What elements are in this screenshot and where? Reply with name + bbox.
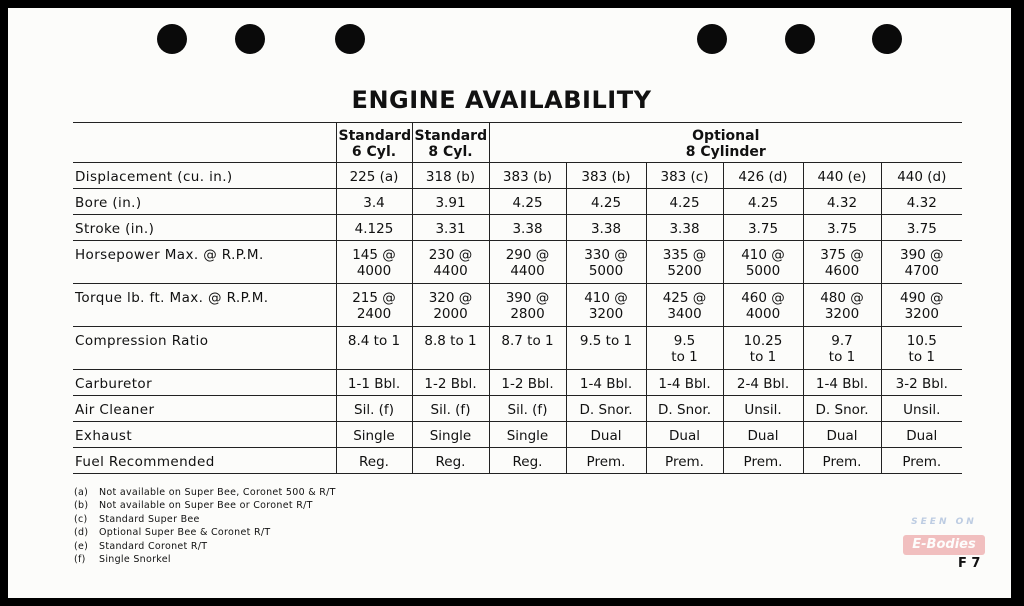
cell-line: 330 @: [584, 247, 628, 263]
table-cell: [881, 370, 962, 396]
table-cell: [646, 370, 723, 396]
binder-hole: [872, 24, 902, 54]
cell-line: 3400: [667, 306, 702, 322]
cell-line: Sil. (f): [354, 402, 394, 418]
table-cell: [881, 422, 962, 448]
row-label: Bore (in.): [73, 189, 336, 215]
page-title: ENGINE AVAILABILITY: [351, 86, 652, 114]
cell-line: 5000: [745, 263, 781, 279]
footnote: [74, 486, 336, 499]
table-cell: [489, 396, 566, 422]
footnote-key: (d): [74, 527, 89, 539]
table-cell: [723, 189, 803, 215]
cell-line: Prem.: [665, 454, 704, 470]
table-cell: [412, 448, 489, 474]
cell-line: 8.4 to 1: [347, 333, 401, 349]
cell-line: 425 @: [662, 290, 707, 306]
table-cell: [566, 448, 646, 474]
table-cell: [881, 327, 962, 370]
cell-line: Reg.: [435, 454, 466, 470]
table-cell: [881, 284, 962, 327]
binder-hole: [157, 24, 187, 54]
table-cell: [489, 241, 566, 284]
cell-line: 3.75: [747, 221, 779, 237]
cell-line: 335 @: [662, 247, 707, 263]
cell-line: 410 @: [741, 247, 785, 263]
page-code: F 7: [958, 556, 981, 571]
footnote-key: (b): [74, 500, 89, 512]
cell-line: 4.25: [590, 195, 622, 211]
engine-availability-table: [73, 122, 962, 474]
table-cell: [412, 215, 489, 241]
table-row: [73, 370, 962, 396]
cell-line: 3200: [588, 306, 624, 322]
cell-line: 3.75: [826, 221, 858, 237]
cell-line: 10.5: [906, 333, 937, 349]
cell-line: 3.91: [435, 195, 466, 211]
cell-line: 215 @: [352, 290, 396, 306]
table-cell: [803, 370, 881, 396]
table-cell: [803, 448, 881, 474]
cell-line: to 1: [908, 349, 935, 365]
cell-line: 2800: [510, 306, 545, 322]
footnote-text: Standard Coronet R/T: [99, 540, 208, 552]
cell-line: 1-4 Bbl.: [658, 376, 711, 392]
table-cell: [412, 396, 489, 422]
table-cell: [336, 241, 412, 284]
table-cell: [881, 163, 962, 189]
table-row: [73, 396, 962, 422]
table-row: [73, 189, 962, 215]
footnote: [74, 499, 336, 512]
cell-line: 3.4: [363, 195, 385, 211]
binder-hole: [785, 24, 815, 54]
table-cell: [803, 241, 881, 284]
table-cell: [566, 215, 646, 241]
footnote: [74, 553, 336, 566]
cell-line: 9.5 to 1: [579, 333, 633, 349]
row-label: Torque lb. ft. Max. @ R.P.M.: [73, 284, 336, 327]
cell-line: 3.31: [435, 221, 466, 237]
table-cell: [336, 370, 412, 396]
footnote-text: Single Snorkel: [99, 554, 171, 566]
footnote: [74, 513, 336, 526]
table-cell: [646, 422, 723, 448]
cell-line: Sil. (f): [507, 402, 548, 418]
footnote-key: (f): [74, 554, 86, 566]
cell-line: 440 (e): [817, 169, 867, 185]
cell-line: 4.25: [747, 195, 779, 211]
table-cell: [803, 163, 881, 189]
header-optional-8cyl: Optional 8 Cylinder: [489, 123, 962, 163]
table-cell: [412, 327, 489, 370]
table-cell: [566, 422, 646, 448]
table-cell: [803, 327, 881, 370]
table-cell: [412, 189, 489, 215]
cell-line: 4700: [904, 263, 939, 279]
table-row: [73, 422, 962, 448]
table-cell: [336, 422, 412, 448]
footnote-text: Not available on Super Bee, Coronet 500 & R/T: [99, 487, 336, 498]
watermark-badge: E-Bodies: [903, 535, 985, 555]
row-label: Exhaust: [73, 422, 336, 448]
cell-line: 5000: [588, 263, 624, 279]
cell-line: 3200: [904, 306, 939, 322]
table-cell: [412, 370, 489, 396]
cell-line: 3200: [824, 306, 860, 322]
cell-line: Prem.: [743, 454, 783, 470]
table-cell: [803, 284, 881, 327]
cell-line: Single: [429, 428, 472, 444]
cell-line: Dual: [747, 428, 779, 444]
row-label: Fuel Recommended: [73, 448, 336, 474]
cell-line: 1-2 Bbl.: [501, 376, 554, 392]
cell-line: 8.8 to 1: [424, 333, 477, 349]
footnote-key: (c): [74, 513, 88, 525]
table-cell: [336, 327, 412, 370]
table-cell: [723, 422, 803, 448]
cell-line: Single: [353, 428, 395, 444]
cell-line: 390 @: [505, 290, 550, 306]
cell-line: to 1: [671, 349, 698, 365]
cell-line: 225 (a): [349, 169, 399, 185]
table-cell: [412, 422, 489, 448]
table-cell: [881, 448, 962, 474]
cell-line: 230 @: [428, 247, 473, 263]
table-cell: [646, 241, 723, 284]
table-row: [73, 163, 962, 189]
cell-line: to 1: [828, 349, 856, 365]
table-cell: [803, 422, 881, 448]
table-cell: [646, 448, 723, 474]
table-cell: [723, 370, 803, 396]
cell-line: Prem.: [902, 454, 942, 470]
table-row: [73, 241, 962, 284]
cell-line: 426 (d): [738, 169, 788, 185]
cell-line: 480 @: [820, 290, 864, 306]
table-cell: [336, 284, 412, 327]
header-row: [73, 123, 962, 163]
table-cell: [646, 396, 723, 422]
table-cell: [566, 189, 646, 215]
table-cell: [489, 284, 566, 327]
table-cell: [646, 189, 723, 215]
table-cell: [336, 396, 412, 422]
table-cell: [566, 396, 646, 422]
table-cell: [566, 370, 646, 396]
table-cell: [336, 215, 412, 241]
cell-line: 4.125: [354, 221, 394, 237]
cell-line: Prem.: [586, 454, 626, 470]
cell-line: 4.25: [512, 195, 543, 211]
table-cell: [489, 215, 566, 241]
cell-line: 460 @: [741, 290, 785, 306]
cell-line: 2000: [433, 306, 468, 322]
binder-hole: [697, 24, 727, 54]
cell-line: 9.7: [831, 333, 853, 349]
row-label: Horsepower Max. @ R.P.M.: [73, 241, 336, 284]
table-cell: [336, 189, 412, 215]
table-cell: [566, 241, 646, 284]
cell-line: 4.32: [906, 195, 937, 211]
cell-line: 1-4 Bbl.: [579, 376, 633, 392]
cell-line: 383 (c): [660, 169, 709, 185]
footnote-text: Not available on Super Bee or Coronet R/T: [99, 500, 313, 512]
cell-line: Dual: [826, 428, 858, 444]
cell-line: 3.38: [590, 221, 622, 237]
table-cell: [723, 284, 803, 327]
cell-line: 290 @: [505, 247, 550, 263]
cell-line: 3.38: [512, 221, 543, 237]
header-standard-6cyl: Standard 6 Cyl.: [336, 123, 412, 163]
cell-line: 383 (b): [502, 169, 553, 185]
table-cell: [723, 163, 803, 189]
cell-line: 9.5: [673, 333, 696, 349]
table-cell: [489, 189, 566, 215]
row-label: Compression Ratio: [73, 327, 336, 370]
footnote-key: (e): [74, 540, 89, 552]
table-row: [73, 215, 962, 241]
cell-line: 4400: [510, 263, 545, 279]
cell-line: Dual: [669, 428, 700, 444]
table-cell: [566, 163, 646, 189]
table-cell: [881, 241, 962, 284]
cell-line: 8.7 to 1: [501, 333, 554, 349]
table-cell: [489, 327, 566, 370]
cell-line: 1-2 Bbl.: [424, 376, 477, 392]
cell-line: 4.25: [669, 195, 700, 211]
cell-line: 1-4 Bbl.: [815, 376, 869, 392]
cell-line: Reg.: [359, 454, 389, 470]
row-label: Carburetor: [73, 370, 336, 396]
table-row: [73, 284, 962, 327]
cell-line: 1-1 Bbl.: [347, 376, 401, 392]
table-cell: [646, 327, 723, 370]
table-cell: [646, 215, 723, 241]
cell-line: 4600: [824, 263, 860, 279]
cell-line: 2400: [356, 306, 392, 322]
table-cell: [336, 448, 412, 474]
row-label: Air Cleaner: [73, 396, 336, 422]
table-cell: [566, 327, 646, 370]
table-row: [73, 448, 962, 474]
cell-line: Dual: [590, 428, 622, 444]
footnote: [74, 526, 336, 539]
footnote: [74, 540, 336, 553]
table-cell: [489, 163, 566, 189]
table-cell: [881, 189, 962, 215]
table-cell: [881, 396, 962, 422]
cell-line: to 1: [749, 349, 777, 365]
cell-line: 490 @: [899, 290, 944, 306]
cell-line: 10.25: [743, 333, 783, 349]
table-cell: [412, 163, 489, 189]
table-cell: [646, 163, 723, 189]
binder-hole: [235, 24, 265, 54]
table-cell: [489, 448, 566, 474]
cell-line: D. Snor.: [658, 402, 711, 418]
table-cell: [336, 163, 412, 189]
table-cell: [803, 215, 881, 241]
cell-line: Unsil.: [744, 402, 782, 418]
table-cell: [723, 215, 803, 241]
table-cell: [646, 284, 723, 327]
cell-line: Sil. (f): [430, 402, 471, 418]
table-cell: [566, 284, 646, 327]
binder-hole: [335, 24, 365, 54]
row-label: Displacement (cu. in.): [73, 163, 336, 189]
cell-line: 4000: [745, 306, 781, 322]
cell-line: 4400: [433, 263, 468, 279]
cell-line: 145 @: [352, 247, 396, 263]
footnote-key: (a): [74, 487, 89, 498]
table-cell: [723, 396, 803, 422]
cell-line: 4.32: [826, 195, 858, 211]
cell-line: Single: [506, 428, 549, 444]
table-cell: [803, 189, 881, 215]
cell-line: 2-4 Bbl.: [736, 376, 790, 392]
table-cell: [489, 422, 566, 448]
footnotes: [74, 486, 336, 566]
table-cell: [881, 215, 962, 241]
cell-line: 410 @: [584, 290, 628, 306]
table-cell: [412, 241, 489, 284]
footnote-text: Optional Super Bee & Coronet R/T: [99, 527, 271, 539]
cell-line: 390 @: [899, 247, 944, 263]
row-label: Stroke (in.): [73, 215, 336, 241]
cell-line: Dual: [906, 428, 938, 444]
cell-line: 3-2 Bbl.: [895, 376, 948, 392]
cell-line: 3.38: [669, 221, 700, 237]
cell-line: 3.75: [906, 221, 937, 237]
table-cell: [723, 327, 803, 370]
watermark-top-text: SEEN ON: [911, 517, 977, 527]
cell-line: Unsil.: [903, 402, 941, 418]
cell-line: 375 @: [820, 247, 864, 263]
cell-line: D. Snor.: [579, 402, 633, 418]
cell-line: 383 (b): [581, 169, 631, 185]
footnote-text: Standard Super Bee: [99, 513, 200, 525]
cell-line: Reg.: [512, 454, 543, 470]
cell-line: 4000: [356, 263, 392, 279]
cell-line: 320 @: [428, 290, 473, 306]
header-blank: [73, 123, 336, 163]
cell-line: 318 (b): [425, 169, 476, 185]
table-row: [73, 327, 962, 370]
cell-line: Prem.: [822, 454, 862, 470]
cell-line: 440 (d): [897, 169, 947, 185]
header-standard-8cyl: Standard 8 Cyl.: [412, 123, 489, 163]
table-cell: [723, 448, 803, 474]
table-cell: [412, 284, 489, 327]
table-cell: [723, 241, 803, 284]
cell-line: 5200: [667, 263, 702, 279]
table-cell: [489, 370, 566, 396]
table-cell: [803, 396, 881, 422]
cell-line: D. Snor.: [815, 402, 869, 418]
seen-on-ebodies-watermark: [903, 515, 985, 567]
